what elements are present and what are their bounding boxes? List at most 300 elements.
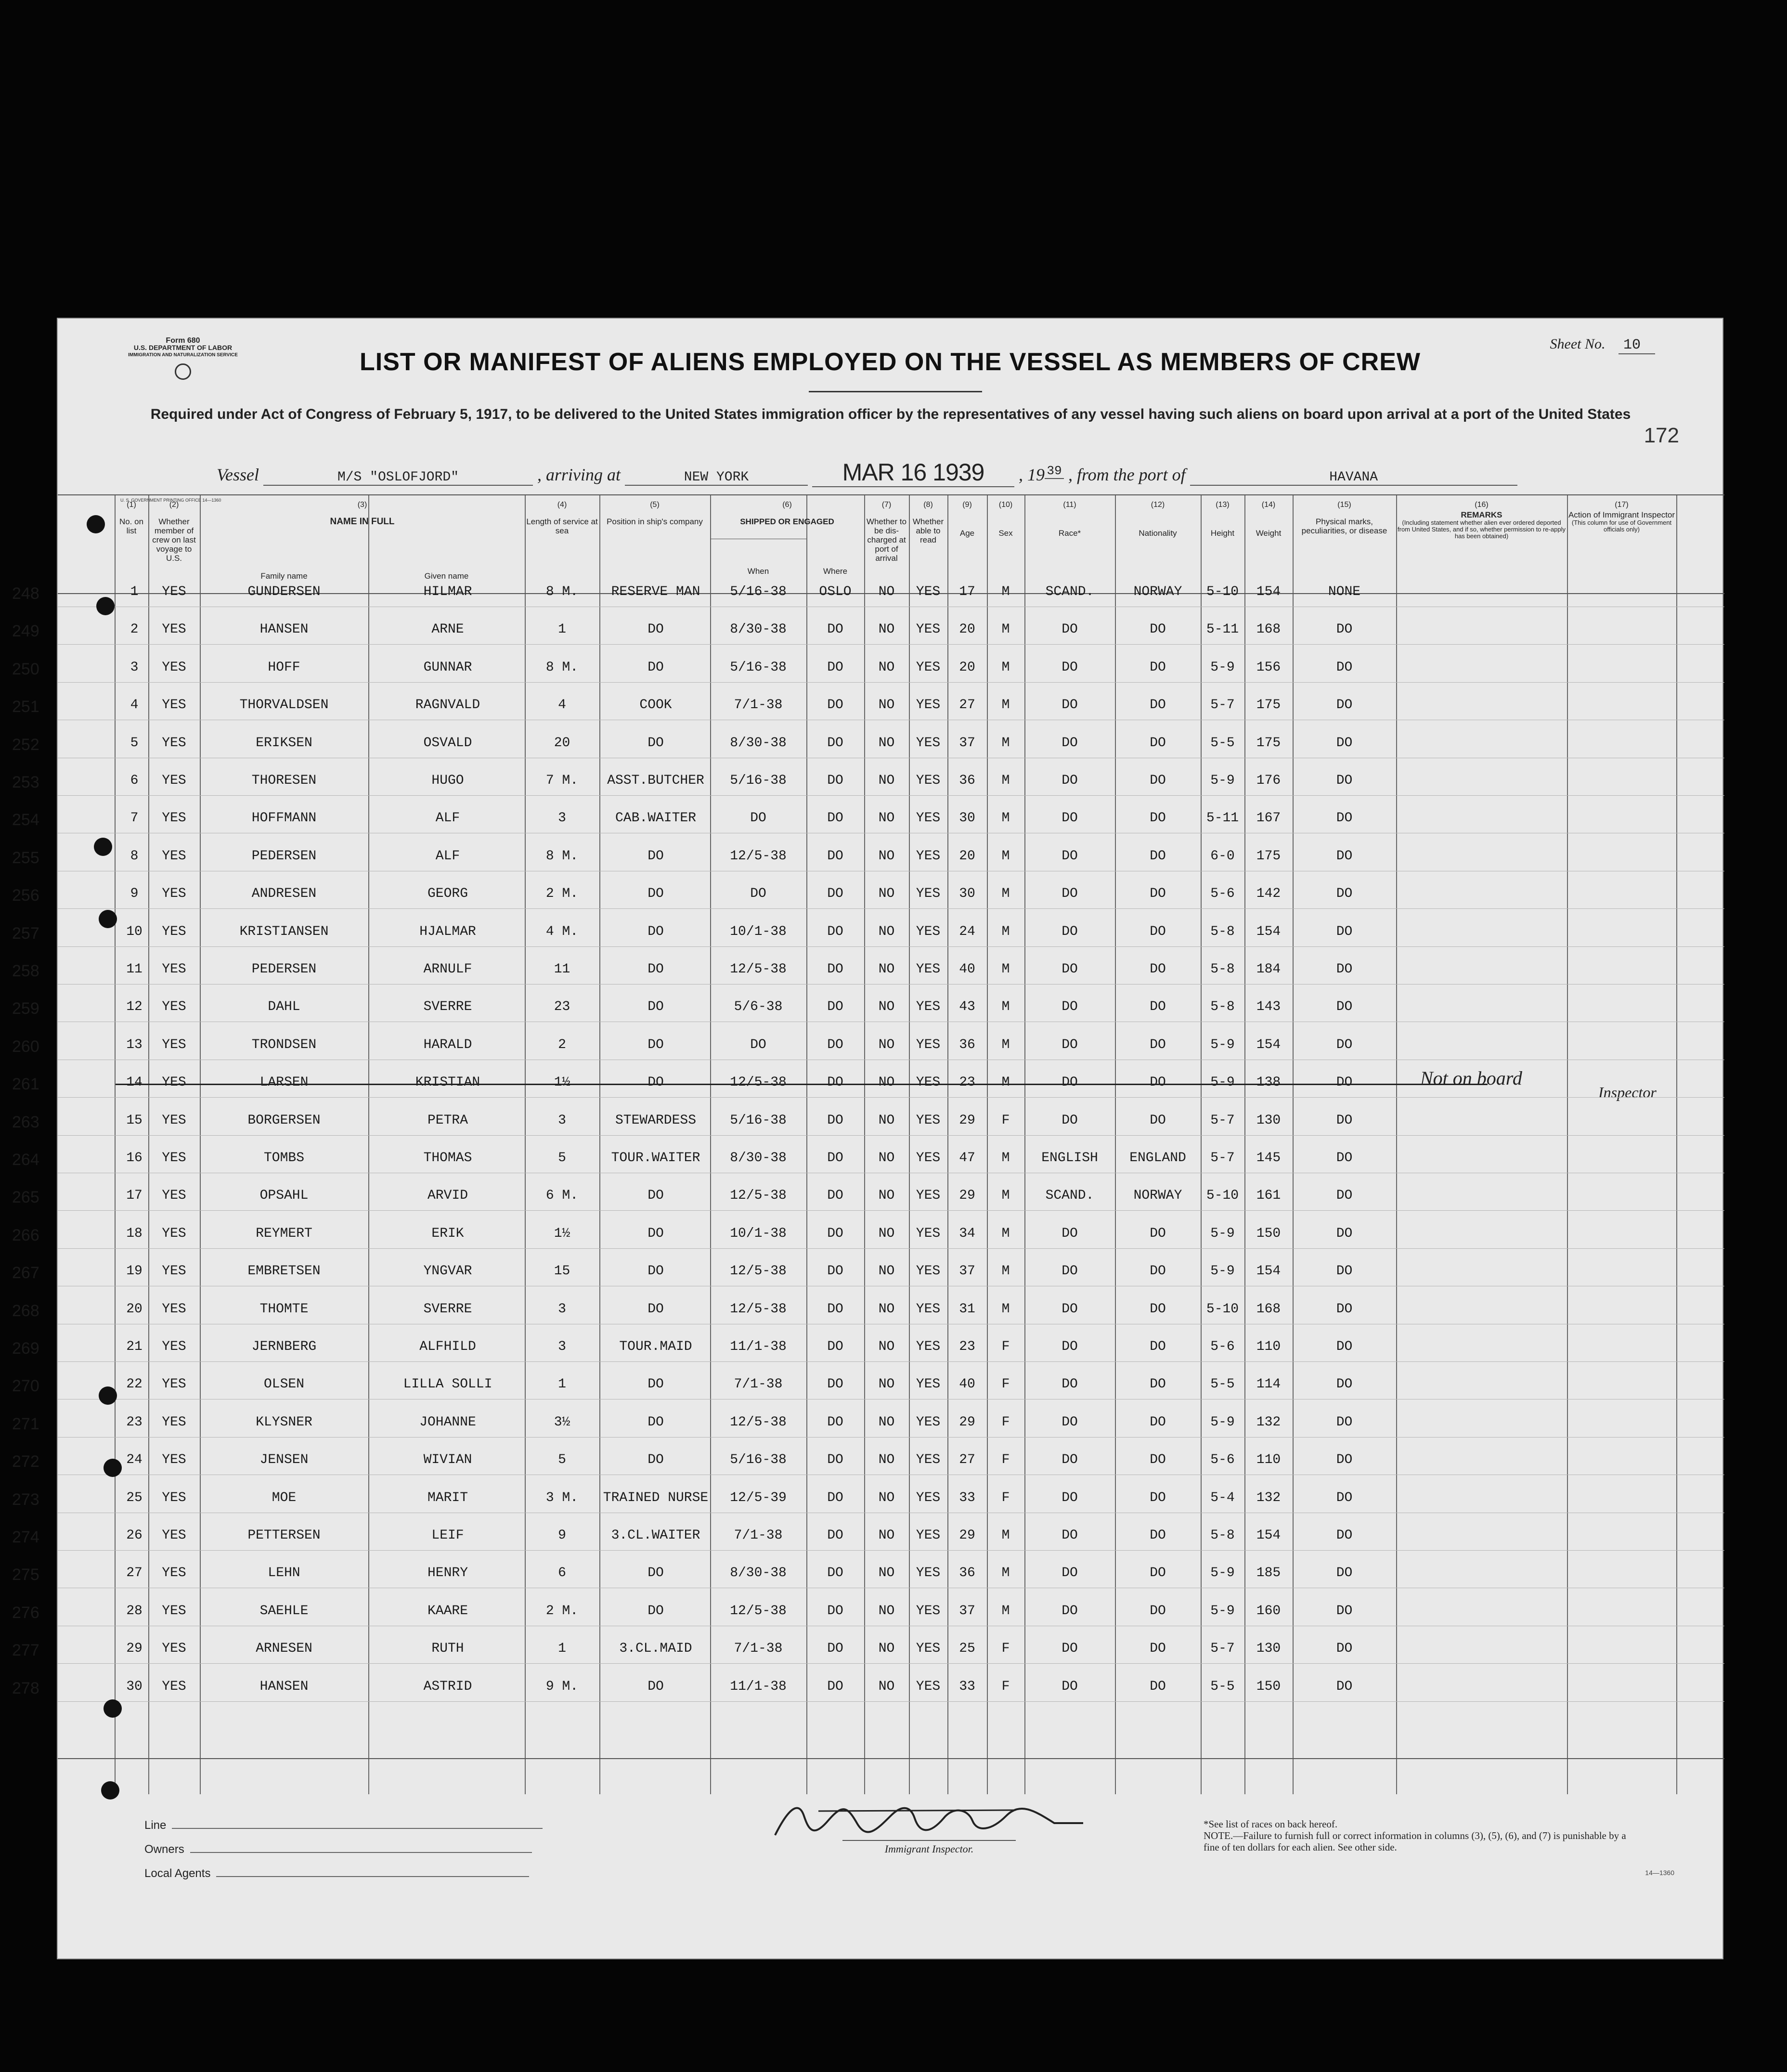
- cell-age: 36: [959, 1566, 975, 1581]
- cell-weight: 175: [1256, 698, 1281, 713]
- cell-weight: 150: [1256, 1679, 1281, 1694]
- cell-length: 2 M.: [545, 1603, 579, 1619]
- cell-where: DO: [827, 1641, 843, 1657]
- title-divider: [809, 391, 982, 392]
- cell-last: YES: [162, 1377, 186, 1392]
- handwritten-line-number: 253: [12, 773, 39, 791]
- cell-no: 14: [126, 1075, 142, 1090]
- cell-read: YES: [916, 1264, 941, 1279]
- cell-given: JOHANNE: [419, 1414, 476, 1430]
- cell-dis: NO: [878, 1037, 895, 1052]
- form-code: 14—1360: [1645, 1869, 1674, 1877]
- cell-race: DO: [1062, 1566, 1078, 1581]
- table-row: [12, 951, 1724, 989]
- table-row: [12, 1064, 1724, 1102]
- cell-last: YES: [162, 886, 186, 902]
- cell-where: DO: [827, 1679, 843, 1694]
- cell-length: 1: [558, 622, 566, 637]
- cell-nat: DO: [1150, 1226, 1166, 1241]
- cell-family: GUNDERSEN: [247, 584, 321, 599]
- cell-dis: NO: [878, 1528, 895, 1543]
- cell-no: 15: [126, 1113, 142, 1128]
- cell-dis: NO: [878, 584, 895, 599]
- cell-given: WIVIAN: [423, 1452, 472, 1468]
- cell-no: 25: [126, 1490, 142, 1505]
- cell-race: DO: [1062, 698, 1078, 713]
- table-row: [12, 1480, 1724, 1517]
- crew-table: [12, 494, 1724, 1794]
- cell-age: 20: [959, 660, 975, 675]
- cell-family: THORESEN: [251, 773, 317, 788]
- cell-where: DO: [827, 962, 843, 977]
- cell-length: 4: [558, 698, 566, 713]
- signature-caption: Immigrant Inspector.: [842, 1840, 1016, 1855]
- cell-given: HENRY: [427, 1566, 468, 1581]
- cell-where: DO: [827, 1113, 843, 1128]
- cell-position: DO: [647, 1414, 664, 1430]
- cell-sex: M: [1001, 1566, 1010, 1581]
- cell-sex: M: [1001, 660, 1010, 675]
- cell-read: YES: [916, 1679, 941, 1694]
- col-3-number: (3): [357, 501, 367, 509]
- cell-age: 24: [959, 924, 975, 939]
- col-16-note: (Including statement whether alien ever ordered deported from United States, and if so, whether permission to re-apply has been obtained): [1398, 519, 1566, 540]
- cell-position: DO: [647, 1075, 664, 1090]
- cell-dis: NO: [878, 1188, 895, 1204]
- cell-family: TRONDSEN: [251, 1037, 317, 1052]
- cell-height: 5-6: [1210, 886, 1235, 902]
- cell-height: 5-8: [1210, 999, 1235, 1015]
- page-title: LIST OR MANIFEST OF ALIENS EMPLOYED ON THE VESSEL AS MEMBERS OF CREW: [360, 348, 1421, 376]
- cell-marks: DO: [1336, 1188, 1353, 1204]
- cell-position: TOUR.WAITER: [611, 1151, 700, 1166]
- cell-dis: NO: [878, 1339, 895, 1354]
- cell-given: ALFHILD: [419, 1339, 476, 1354]
- col-8-label: Whether able to read: [912, 517, 944, 544]
- cell-dis: NO: [878, 811, 895, 826]
- col-7-label: Whether to be dis-charged at port of arrival: [866, 517, 907, 563]
- cell-where: DO: [827, 1226, 843, 1241]
- cell-when: 12/5-38: [730, 1264, 787, 1279]
- cell-nat: DO: [1150, 1414, 1166, 1430]
- cell-given: RAGNVALD: [415, 698, 480, 713]
- cell-when: 7/1-38: [734, 1528, 783, 1543]
- table-row: [12, 838, 1724, 876]
- cell-weight: 142: [1256, 886, 1281, 902]
- cell-dis: NO: [878, 1452, 895, 1468]
- cell-last: YES: [162, 1188, 186, 1204]
- cell-read: YES: [916, 1075, 941, 1090]
- cell-length: 3: [558, 1339, 566, 1354]
- cell-last: YES: [162, 1226, 186, 1241]
- table-row: [12, 1216, 1724, 1253]
- cell-race: DO: [1062, 773, 1078, 788]
- cell-read: YES: [916, 660, 941, 675]
- cell-length: 4 M.: [545, 924, 579, 939]
- cell-weight: 130: [1256, 1641, 1281, 1657]
- cell-position: CAB.WAITER: [615, 811, 697, 826]
- cell-age: 29: [959, 1528, 975, 1543]
- cell-family: LARSEN: [259, 1075, 309, 1090]
- cell-given: ARNE: [431, 622, 464, 637]
- cell-when: 12/5-38: [730, 1603, 787, 1619]
- cell-height: 5-8: [1210, 962, 1235, 977]
- cell-read: YES: [916, 886, 941, 902]
- cell-marks: DO: [1336, 962, 1353, 977]
- cell-height: 5-7: [1210, 698, 1235, 713]
- cell-race: DO: [1062, 1641, 1078, 1657]
- cell-dis: NO: [878, 1603, 895, 1619]
- cell-sex: M: [1001, 999, 1010, 1015]
- cell-weight: 132: [1256, 1414, 1281, 1430]
- cell-race: ENGLISH: [1041, 1151, 1098, 1166]
- cell-where: DO: [827, 1452, 843, 1468]
- cell-length: 2 M.: [545, 886, 579, 902]
- cell-where: DO: [827, 848, 843, 864]
- col-13-number: (13): [1216, 501, 1230, 509]
- cell-marks: DO: [1336, 848, 1353, 864]
- handwritten-line-number: 256: [12, 886, 39, 905]
- cell-no: 29: [126, 1641, 142, 1657]
- cell-last: YES: [162, 622, 186, 637]
- cell-position: DO: [647, 622, 664, 637]
- cell-sex: M: [1001, 735, 1010, 751]
- cell-age: 43: [959, 999, 975, 1015]
- cell-age: 31: [959, 1301, 975, 1317]
- cell-age: 29: [959, 1188, 975, 1204]
- binding-hole: [99, 1386, 117, 1405]
- col-8-number: (8): [923, 501, 933, 509]
- cell-height: 5-5: [1210, 1377, 1235, 1392]
- cell-height: 5-10: [1206, 584, 1239, 599]
- cell-family: PEDERSEN: [251, 962, 317, 977]
- cell-weight: 160: [1256, 1603, 1281, 1619]
- cell-height: 5-9: [1210, 660, 1235, 675]
- strikethrough-line: [116, 1084, 1488, 1085]
- cell-nat: DO: [1150, 698, 1166, 713]
- col-family-name-label: Family name: [260, 571, 308, 581]
- cell-sex: M: [1001, 773, 1010, 788]
- cell-given: GUNNAR: [423, 660, 472, 675]
- cell-last: YES: [162, 1113, 186, 1128]
- cell-when: DO: [750, 886, 766, 902]
- handwritten-line-number: 272: [12, 1452, 39, 1471]
- cell-nat: DO: [1150, 1679, 1166, 1694]
- cell-when: 10/1-38: [730, 1226, 787, 1241]
- cell-read: YES: [916, 1151, 941, 1166]
- handwritten-line-number: 250: [12, 660, 39, 678]
- from-port: HAVANA: [1190, 470, 1517, 486]
- cell-age: 40: [959, 962, 975, 977]
- col-9-label: Age: [959, 529, 975, 538]
- cell-sex: M: [1001, 1151, 1010, 1166]
- row-rule: [58, 1701, 1724, 1702]
- cell-weight: 110: [1256, 1452, 1281, 1468]
- cell-no: 6: [130, 773, 139, 788]
- cell-family: BORGERSEN: [247, 1113, 321, 1128]
- cell-read: YES: [916, 848, 941, 864]
- cell-height: 6-0: [1210, 848, 1235, 864]
- cell-sex: M: [1001, 1075, 1010, 1090]
- handwritten-line-number: 255: [12, 848, 39, 867]
- cell-sex: M: [1001, 1037, 1010, 1052]
- cell-length: 1: [558, 1641, 566, 1657]
- cell-last: YES: [162, 1452, 186, 1468]
- handwritten-line-number: 274: [12, 1528, 39, 1546]
- cell-where: DO: [827, 1566, 843, 1581]
- cell-given: KRISTIAN: [415, 1075, 480, 1090]
- handwritten-line-number: 273: [12, 1490, 39, 1509]
- cell-given: LILLA SOLLI: [403, 1377, 492, 1392]
- cell-height: 5-4: [1210, 1490, 1235, 1505]
- cell-weight: 175: [1256, 848, 1281, 864]
- cell-when: 8/30-38: [730, 622, 787, 637]
- table-row: [12, 1291, 1724, 1329]
- cell-weight: 175: [1256, 735, 1281, 751]
- cell-weight: 154: [1256, 924, 1281, 939]
- cell-race: DO: [1062, 1113, 1078, 1128]
- sheet-number-label: Sheet No.: [1550, 336, 1606, 352]
- cell-marks: DO: [1336, 735, 1353, 751]
- inspector-signature: [746, 1797, 1112, 1855]
- cell-last: YES: [162, 773, 186, 788]
- cell-no: 7: [130, 811, 139, 826]
- cell-height: 5-7: [1210, 1151, 1235, 1166]
- cell-height: 5-9: [1210, 1075, 1235, 1090]
- cell-marks: DO: [1336, 999, 1353, 1015]
- cell-marks: NONE: [1328, 584, 1361, 599]
- cell-family: DAHL: [268, 999, 300, 1015]
- cell-marks: DO: [1336, 1641, 1353, 1657]
- cell-when: 12/5-38: [730, 1075, 787, 1090]
- cell-race: DO: [1062, 1377, 1078, 1392]
- cell-read: YES: [916, 1377, 941, 1392]
- cell-weight: 114: [1256, 1377, 1281, 1392]
- cell-dis: NO: [878, 735, 895, 751]
- table-row: [12, 1178, 1724, 1215]
- cell-dis: NO: [878, 924, 895, 939]
- cell-given: HJALMAR: [419, 924, 476, 939]
- cell-no: 8: [130, 848, 139, 864]
- line-label: Line: [144, 1819, 167, 1832]
- cell-weight: 130: [1256, 1113, 1281, 1128]
- cell-family: OPSAHL: [259, 1188, 309, 1204]
- cell-family: PETTERSEN: [247, 1528, 321, 1543]
- col-11-label: Race*: [1058, 529, 1081, 538]
- cell-where: DO: [827, 1414, 843, 1430]
- cell-where: DO: [827, 1377, 843, 1392]
- cell-height: 5-8: [1210, 1528, 1235, 1543]
- handwritten-line-number: 258: [12, 962, 39, 980]
- cell-no: 26: [126, 1528, 142, 1543]
- row-rule: [58, 1663, 1724, 1664]
- cell-sex: M: [1001, 622, 1010, 637]
- cell-age: 20: [959, 622, 975, 637]
- cell-race: DO: [1062, 735, 1078, 751]
- cell-read: YES: [916, 1414, 941, 1430]
- cell-length: 2: [558, 1037, 566, 1052]
- cell-race: DO: [1062, 924, 1078, 939]
- cell-sex: M: [1001, 1188, 1010, 1204]
- cell-when: 8/30-38: [730, 735, 787, 751]
- cell-weight: 132: [1256, 1490, 1281, 1505]
- col-15-label: Physical marks, peculiarities, or disease: [1301, 517, 1387, 535]
- handwritten-line-number: 271: [12, 1414, 39, 1433]
- cell-when: 8/30-38: [730, 1566, 787, 1581]
- cell-family: TOMBS: [263, 1151, 304, 1166]
- cell-last: YES: [162, 660, 186, 675]
- cell-height: 5-6: [1210, 1339, 1235, 1354]
- cell-weight: 156: [1256, 660, 1281, 675]
- cell-weight: 161: [1256, 1188, 1281, 1204]
- footer-notes: [1204, 1818, 1637, 1853]
- handwritten-line-number: 263: [12, 1113, 39, 1131]
- cell-no: 19: [126, 1264, 142, 1279]
- cell-height: 5-11: [1206, 622, 1239, 637]
- cell-race: DO: [1062, 999, 1078, 1015]
- cell-sex: M: [1001, 848, 1010, 864]
- cell-given: ERIK: [431, 1226, 464, 1241]
- cell-weight: 154: [1256, 584, 1281, 599]
- cell-race: DO: [1062, 886, 1078, 902]
- cell-last: YES: [162, 1490, 186, 1505]
- cell-last: YES: [162, 698, 186, 713]
- line-field: [172, 1828, 543, 1829]
- col-17-label: Action of Immigrant Inspector: [1568, 510, 1675, 519]
- cell-given: ALF: [435, 811, 460, 826]
- handwritten-line-number: 251: [12, 698, 39, 716]
- cell-last: YES: [162, 999, 186, 1015]
- cell-nat: DO: [1150, 999, 1166, 1015]
- cell-read: YES: [916, 773, 941, 788]
- cell-last: YES: [162, 1414, 186, 1430]
- cell-position: DO: [647, 1566, 664, 1581]
- arriving-port: NEW YORK: [625, 470, 808, 486]
- handwritten-line-number: 278: [12, 1679, 39, 1697]
- row-rule: [58, 908, 1724, 909]
- col-where-label: Where: [823, 567, 848, 576]
- cell-when: 12/5-38: [730, 1301, 787, 1317]
- col-2-number: (2): [169, 501, 179, 509]
- cell-sex: M: [1001, 1603, 1010, 1619]
- col-15-number: (15): [1337, 501, 1351, 509]
- cell-race: DO: [1062, 811, 1078, 826]
- cell-last: YES: [162, 962, 186, 977]
- cell-height: 5-9: [1210, 1566, 1235, 1581]
- binding-hole: [87, 515, 105, 533]
- col-6-label: SHIPPED OR ENGAGED: [740, 517, 834, 526]
- cell-marks: DO: [1336, 1151, 1353, 1166]
- cell-race: DO: [1062, 962, 1078, 977]
- cell-dis: NO: [878, 1377, 895, 1392]
- signature-image: [746, 1797, 1112, 1840]
- vessel-line: [217, 458, 1517, 487]
- cell-position: TRAINED NURSE: [603, 1490, 709, 1505]
- cell-length: 9 M.: [545, 1679, 579, 1694]
- table-row: [12, 1555, 1724, 1593]
- cell-marks: DO: [1336, 660, 1353, 675]
- col-13-label: Height: [1210, 529, 1235, 538]
- handwritten-line-number: 269: [12, 1339, 39, 1358]
- cell-length: 8 M.: [545, 660, 579, 675]
- cell-given: OSVALD: [423, 735, 472, 751]
- cell-read: YES: [916, 1490, 941, 1505]
- cell-nat: DO: [1150, 1264, 1166, 1279]
- cell-position: RESERVE MAN: [611, 584, 700, 599]
- cell-race: DO: [1062, 1452, 1078, 1468]
- cell-when: 5/16-38: [730, 1113, 787, 1128]
- row-rule: [58, 644, 1724, 645]
- cell-last: YES: [162, 1264, 186, 1279]
- table-row: [12, 763, 1724, 800]
- cell-family: MOE: [272, 1490, 297, 1505]
- cell-position: ASST.BUTCHER: [607, 773, 704, 788]
- cell-sex: M: [1001, 1301, 1010, 1317]
- cell-when: 11/1-38: [730, 1339, 787, 1354]
- cell-given: HILMAR: [423, 584, 472, 599]
- cell-race: DO: [1062, 1528, 1078, 1543]
- cell-when: 12/5-38: [730, 848, 787, 864]
- cell-sex: M: [1001, 584, 1010, 599]
- row-rule: [58, 1210, 1724, 1211]
- cell-race: SCAND.: [1045, 584, 1094, 599]
- cell-where: DO: [827, 811, 843, 826]
- cell-sex: M: [1001, 698, 1010, 713]
- handwritten-line-number: 249: [12, 622, 39, 641]
- cell-age: 20: [959, 848, 975, 864]
- cell-length: 3 M.: [545, 1490, 579, 1505]
- cell-sex: F: [1001, 1339, 1010, 1354]
- cell-height: 5-5: [1210, 735, 1235, 751]
- cell-dis: NO: [878, 1113, 895, 1128]
- cell-no: 18: [126, 1226, 142, 1241]
- cell-marks: DO: [1336, 1339, 1353, 1354]
- cell-when: 5/16-38: [730, 773, 787, 788]
- vessel-name: M/S "OSLOFJORD": [263, 470, 533, 486]
- handwritten-line-number: 252: [12, 735, 39, 754]
- cell-no: 21: [126, 1339, 142, 1354]
- cell-where: DO: [827, 924, 843, 939]
- handwritten-line-number: 268: [12, 1301, 39, 1320]
- cell-where: DO: [827, 1301, 843, 1317]
- cell-age: 33: [959, 1679, 975, 1694]
- cell-given: SVERRE: [423, 999, 472, 1015]
- cell-weight: 154: [1256, 1264, 1281, 1279]
- cell-dis: NO: [878, 1075, 895, 1090]
- table-row: [12, 1442, 1724, 1479]
- cell-given: ARVID: [427, 1188, 468, 1204]
- cell-family: ERIKSEN: [256, 735, 312, 751]
- cell-race: DO: [1062, 1339, 1078, 1354]
- table-row: [12, 611, 1724, 649]
- cell-no: 30: [126, 1679, 142, 1694]
- cell-position: DO: [647, 1603, 664, 1619]
- handwritten-line-number: 259: [12, 999, 39, 1018]
- cell-family: JENSEN: [259, 1452, 309, 1468]
- from-port-label: , from the port of: [1068, 465, 1186, 484]
- cell-weight: 184: [1256, 962, 1281, 977]
- cell-length: 3½: [554, 1414, 570, 1430]
- cell-marks: DO: [1336, 886, 1353, 902]
- cell-position: DO: [647, 660, 664, 675]
- cell-where: DO: [827, 1339, 843, 1354]
- cell-where: DO: [827, 886, 843, 902]
- cell-where: DO: [827, 1490, 843, 1505]
- cell-no: 10: [126, 924, 142, 939]
- cell-given: MARIT: [427, 1490, 468, 1505]
- cell-dis: NO: [878, 698, 895, 713]
- cell-position: DO: [647, 1452, 664, 1468]
